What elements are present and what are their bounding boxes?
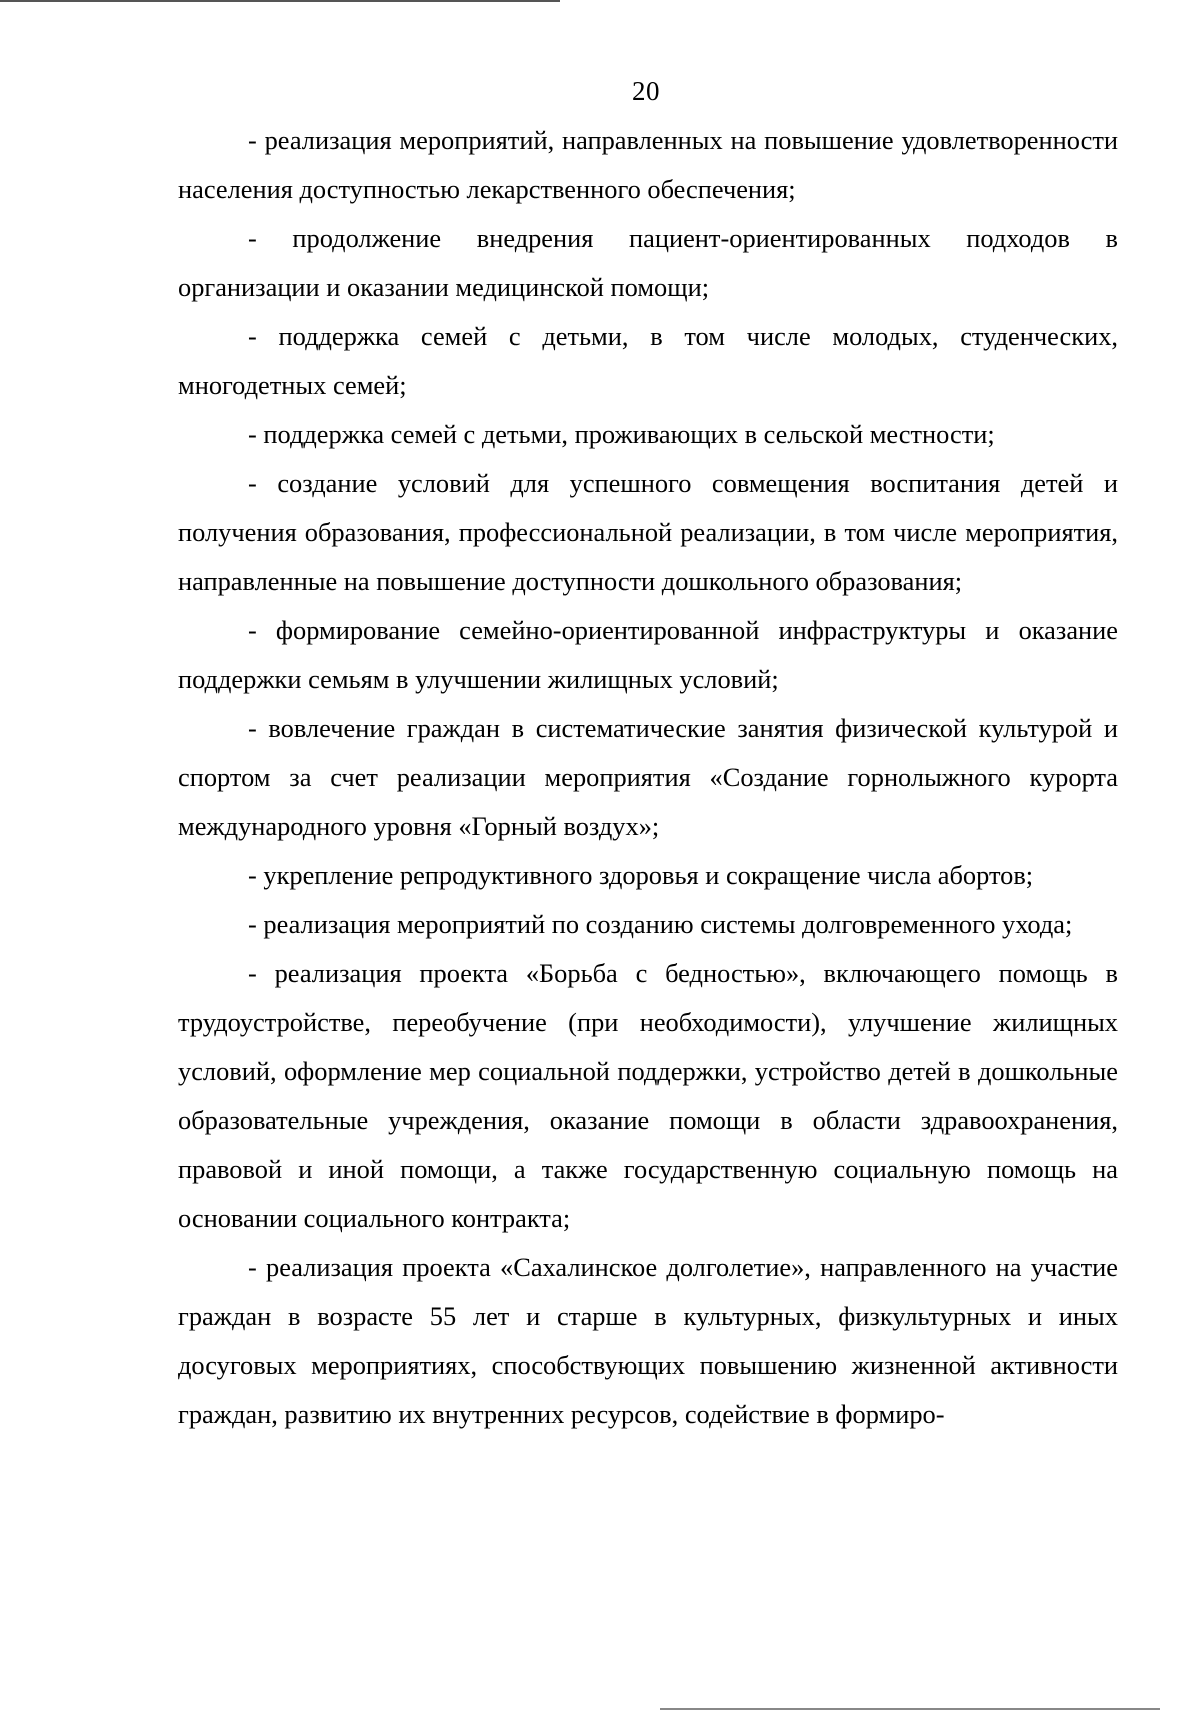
- paragraph: - продолжение внедрения пациент-ориентированных подходов в организации и оказании медицинской помощи;: [178, 223, 1118, 302]
- paragraph: - реализация проекта «Сахалинское долголетие», направленного на участие граждан в возрасте 55 лет и старше в культурных, физкультурных и иных досуговых мероприятиях, способствующих повышению жизненной активности граждан, развитию их внутренних ресурсов, содействие в формиро-: [178, 1252, 1118, 1429]
- document-body: [178, 116, 1118, 1439]
- paragraph: - поддержка семей с детьми, в том числе молодых, студенческих, многодетных семей;: [178, 321, 1118, 400]
- paragraph: - поддержка семей с детьми, проживающих в сельской местности;: [248, 419, 995, 449]
- paragraph: - формирование семейно-ориентированной инфраструктуры и оказание поддержки семьям в улучшении жилищных условий;: [178, 615, 1118, 694]
- page-number: 20: [632, 76, 660, 106]
- paragraph: - реализация мероприятий, направленных на повышение удовлетворенности населения доступностью лекарственного обеспечения;: [178, 125, 1118, 204]
- paragraph: - создание условий для успешного совмещения воспитания детей и получения образования, профессиональной реализации, в том числе мероприятия, направленные на повышение доступности дошкольного образования;: [178, 468, 1118, 596]
- paragraph: - реализация проекта «Борьба с бедностью», включающего помощь в трудоустройстве, переобучение (при необходимости), улучшение жилищных условий, оформление мер социальной поддержки, устройство детей в дошкольные образовательные учреждения, оказание помощи в области здравоохранения, правовой и иной помощи, а также государственную социальную помощь на основании социального контракта;: [178, 958, 1118, 1233]
- scan-edge-top: [0, 0, 560, 2]
- paragraph: - вовлечение граждан в систематические занятия физической культурой и спортом за счет реализации мероприятия «Создание горнолыжного курорта международного уровня «Горный воздух»;: [178, 713, 1118, 841]
- paragraph: - укрепление репродуктивного здоровья и сокращение числа абортов;: [248, 860, 1034, 890]
- scan-edge-bottom: [660, 1708, 1160, 1710]
- paragraph: - реализация мероприятий по созданию системы долговременного ухода;: [248, 909, 1073, 939]
